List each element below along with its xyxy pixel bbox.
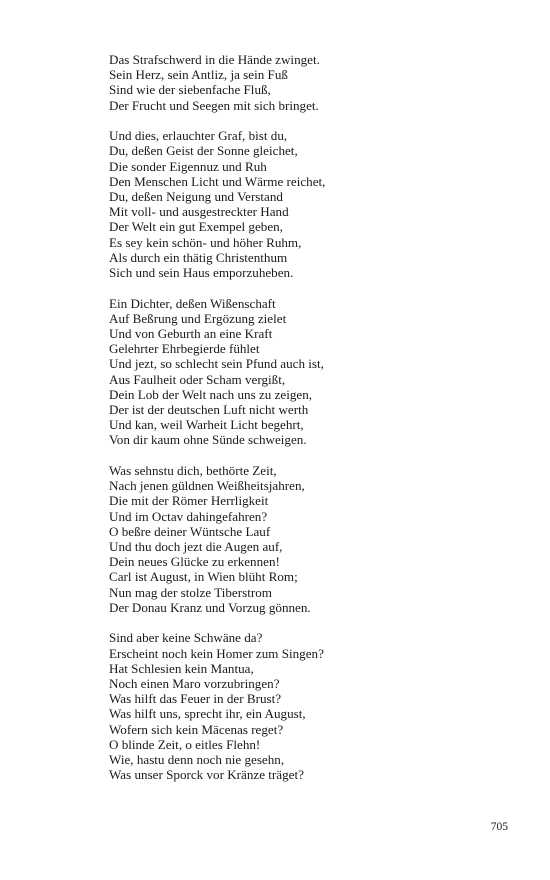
poem-line: Den Menschen Licht und Wärme reichet,: [109, 173, 326, 189]
poem-text: [109, 52, 509, 798]
poem-line: O beßre deiner Wüntsche Lauf: [109, 523, 271, 539]
poem-line: Was sehnstu dich, bethörte Zeit,: [109, 463, 277, 479]
poem-line: Von dir kaum ohne Sünde schweigen.: [109, 432, 307, 448]
poem-line: Nun mag der stolze Tiberstrom: [109, 584, 272, 600]
stanza-5: [109, 630, 509, 782]
page-number: 705: [490, 821, 508, 833]
stanza-2: [109, 128, 509, 280]
poem-line: Hat Schlesien kein Mantua,: [109, 660, 254, 676]
poem-line: Was unser Sporck vor Kränze träget?: [109, 767, 304, 783]
poem-line: Ein Dichter, deßen Wißenschaft: [109, 295, 276, 311]
poem-line: Wie, hastu denn noch nie gesehn,: [109, 752, 285, 768]
poem-line: Du, deßen Geist der Sonne gleichet,: [109, 143, 298, 159]
poem-line: Dein Lob der Welt nach uns zu zeigen,: [109, 386, 313, 402]
poem-line: Der Welt ein gut Exempel geben,: [109, 219, 283, 235]
poem-line: Gelehrter Ehrbegierde fühlet: [109, 341, 260, 357]
poem-line: Und von Geburth an eine Kraft: [109, 326, 273, 342]
stanza-1: [109, 52, 509, 113]
poem-line: Dein neues Glücke zu erkennen!: [109, 554, 280, 570]
poem-line: Die sonder Eigennuz und Ruh: [109, 158, 267, 174]
poem-line: Sein Herz, sein Antliz, ja sein Fuß: [109, 67, 288, 83]
poem-line: Sind aber keine Schwäne da?: [109, 630, 263, 646]
poem-line: Der ist der deutschen Luft nicht werth: [109, 402, 309, 418]
poem-line: Was hilft uns, sprecht ihr, ein August,: [109, 706, 306, 722]
stanza-3: [109, 296, 509, 448]
stanza-4: [109, 463, 509, 615]
poem-line: Und thu doch jezt die Augen auf,: [109, 539, 283, 555]
poem-line: Der Donau Kranz und Vorzug gönnen.: [109, 599, 311, 615]
poem-line: Die mit der Römer Herrligkeit: [109, 493, 269, 509]
poem-line: O blinde Zeit, o eitles Flehn!: [109, 736, 261, 752]
poem-line: Erscheint noch kein Homer zum Singen?: [109, 645, 324, 661]
poem-line: Aus Faulheit oder Scham vergißt,: [109, 371, 286, 387]
poem-line: Nach jenen güldnen Weißheitsjahren,: [109, 478, 305, 494]
poem-line: Sich und sein Haus emporzuheben.: [109, 265, 294, 281]
poem-line: Und jezt, so schlecht sein Pfund auch ist,: [109, 356, 324, 372]
poem-line: Sind wie der siebenfache Fluß,: [109, 82, 271, 98]
poem-line: Auf Beßrung und Ergözung zielet: [109, 310, 287, 326]
poem-line: Es sey kein schön- und höher Ruhm,: [109, 234, 302, 250]
poem-line: Und im Octav dahingefahren?: [109, 508, 268, 524]
poem-line: Und kan, weil Warheit Licht begehrt,: [109, 417, 304, 433]
poem-line: Du, deßen Neigung und Verstand: [109, 189, 283, 205]
poem-line: Carl ist August, in Wien blüht Rom;: [109, 569, 298, 585]
poem-line: Und dies, erlauchter Graf, bist du,: [109, 128, 288, 144]
poem-line: Noch einen Maro vorzubringen?: [109, 676, 280, 692]
poem-line: Als durch ein thätig Christenthum: [109, 249, 288, 265]
poem-line: Mit voll- und ausgestreckter Hand: [109, 204, 289, 220]
poem-line: Wofern sich kein Mäcenas reget?: [109, 721, 284, 737]
poem-line: Das Strafschwerd in die Hände zwinget.: [109, 52, 320, 67]
poem-line: Was hilft das Feuer in der Brust?: [109, 691, 282, 707]
poem-line: Der Frucht und Seegen mit sich bringet.: [109, 97, 319, 113]
